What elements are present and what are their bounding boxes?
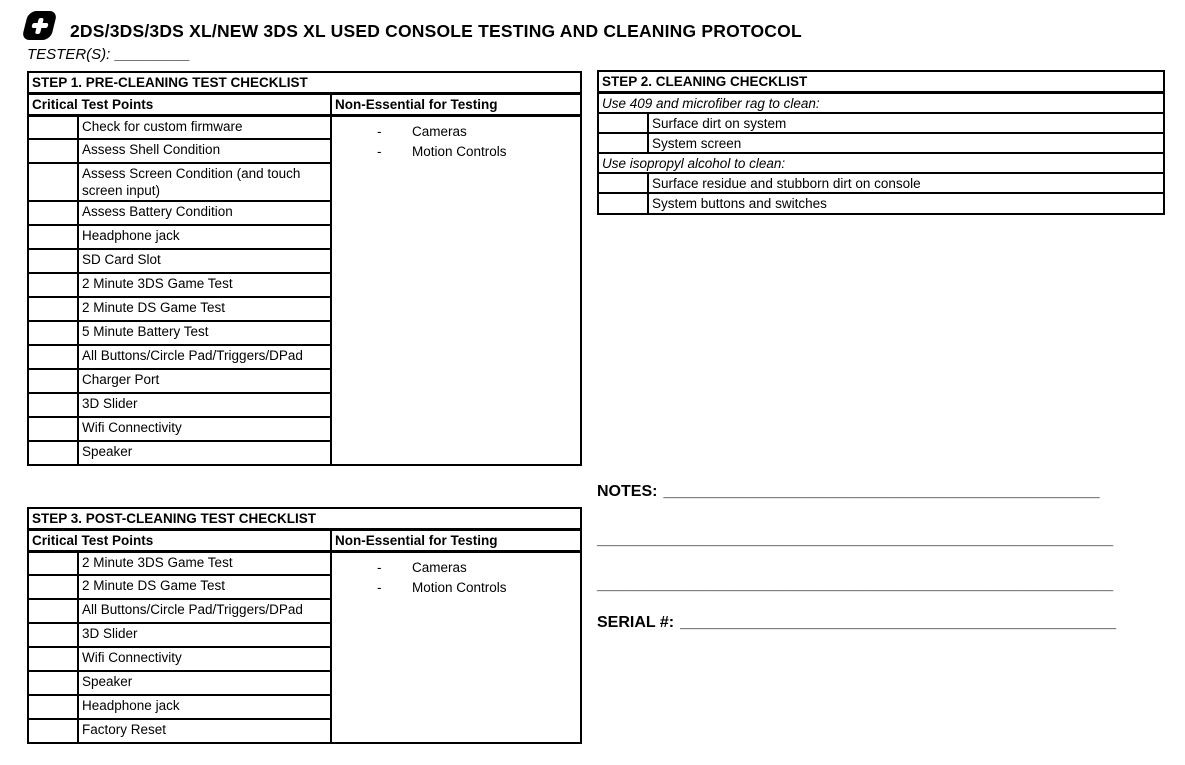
checkbox-cell[interactable] xyxy=(28,719,78,743)
checkbox-cell[interactable] xyxy=(28,599,78,623)
step1-title: STEP 1. PRE-CLEANING TEST CHECKLIST xyxy=(28,72,581,93)
checkbox-cell[interactable] xyxy=(598,113,648,133)
notes-label: NOTES: xyxy=(597,483,658,500)
checklist-item: 2 Minute 3DS Game Test xyxy=(78,273,331,297)
checkbox-cell[interactable] xyxy=(28,393,78,417)
table-row xyxy=(598,173,1164,193)
notes-blank-3[interactable]: __________________________________________________________ xyxy=(597,576,1114,593)
step2-section2-label: Use isopropyl alcohol to clean: xyxy=(598,153,1164,173)
checkbox-cell[interactable] xyxy=(28,249,78,273)
checkbox-cell[interactable] xyxy=(598,133,648,153)
checkbox-cell[interactable] xyxy=(28,551,78,575)
notes-blank-2[interactable]: __________________________________________________________ xyxy=(597,531,1114,548)
checklist-item: 3D Slider xyxy=(78,623,331,647)
checklist-item: Surface residue and stubborn dirt on console xyxy=(648,173,1164,193)
checklist-item: All Buttons/Circle Pad/Triggers/DPad xyxy=(78,345,331,369)
bullet-dash: - xyxy=(377,579,382,595)
step3-table xyxy=(27,507,582,744)
non-essential-label: Motion Controls xyxy=(412,579,507,595)
checkbox-cell[interactable] xyxy=(28,163,78,201)
notes-blank-1[interactable]: _________________________________________________ xyxy=(663,483,1100,500)
checkbox-cell[interactable] xyxy=(28,297,78,321)
step1-col-non-essential: Non-Essential for Testing xyxy=(331,93,581,115)
checkbox-cell[interactable] xyxy=(28,671,78,695)
list-item xyxy=(332,122,580,142)
checklist-item: Headphone jack xyxy=(78,695,331,719)
checklist-item: Charger Port xyxy=(78,369,331,393)
checklist-item: 3D Slider xyxy=(78,393,331,417)
checklist-item: Wifi Connectivity xyxy=(78,647,331,671)
step1-col-critical: Critical Test Points xyxy=(28,93,331,115)
step2-table xyxy=(597,70,1165,215)
checklist-item: Headphone jack xyxy=(78,225,331,249)
checkbox-cell[interactable] xyxy=(28,417,78,441)
list-item xyxy=(332,558,580,578)
checkbox-cell[interactable] xyxy=(28,201,78,225)
checklist-item: Wifi Connectivity xyxy=(78,417,331,441)
checklist-item: Speaker xyxy=(78,441,331,465)
step3-title: STEP 3. POST-CLEANING TEST CHECKLIST xyxy=(28,508,581,529)
list-item xyxy=(332,578,580,598)
step3-col-non-essential: Non-Essential for Testing xyxy=(331,529,581,551)
table-row xyxy=(28,551,581,575)
bullet-dash: - xyxy=(377,123,382,139)
tester-label: TESTER(S): xyxy=(27,46,111,63)
step3-non-essential-cell xyxy=(331,551,581,743)
checklist-item: Speaker xyxy=(78,671,331,695)
checklist-item: SD Card Slot xyxy=(78,249,331,273)
checklist-item: Check for custom firmware xyxy=(78,115,331,139)
non-essential-label: Motion Controls xyxy=(412,143,507,159)
checkbox-cell[interactable] xyxy=(28,345,78,369)
checkbox-cell[interactable] xyxy=(28,441,78,465)
step3-col-critical: Critical Test Points xyxy=(28,529,331,551)
checkbox-cell[interactable] xyxy=(28,695,78,719)
checklist-item: Factory Reset xyxy=(78,719,331,743)
checklist-item: 5 Minute Battery Test xyxy=(78,321,331,345)
step2-section1-label: Use 409 and microfiber rag to clean: xyxy=(598,92,1164,113)
document-title: 2DS/3DS/3DS XL/NEW 3DS XL USED CONSOLE TESTING AND CLEANING PROTOCOL xyxy=(70,21,802,41)
checklist-item: System screen xyxy=(648,133,1164,153)
step1-table xyxy=(27,71,582,466)
checkbox-cell[interactable] xyxy=(28,139,78,163)
checkbox-cell[interactable] xyxy=(28,575,78,599)
checkbox-cell[interactable] xyxy=(28,647,78,671)
tester-blank[interactable]: _________ xyxy=(115,46,191,63)
checkbox-cell[interactable] xyxy=(28,115,78,139)
checkbox-cell[interactable] xyxy=(28,623,78,647)
non-essential-label: Cameras xyxy=(412,123,467,139)
checklist-item: All Buttons/Circle Pad/Triggers/DPad xyxy=(78,599,331,623)
checklist-item: 2 Minute DS Game Test xyxy=(78,297,331,321)
checklist-item: System buttons and switches xyxy=(648,193,1164,214)
checklist-item: 2 Minute 3DS Game Test xyxy=(78,551,331,575)
table-row xyxy=(598,113,1164,133)
table-row xyxy=(598,193,1164,214)
checklist-item: Assess Shell Condition xyxy=(78,139,331,163)
step1-non-essential-cell xyxy=(331,115,581,465)
serial-blank[interactable]: _________________________________________________ xyxy=(680,614,1117,631)
checkbox-cell[interactable] xyxy=(28,273,78,297)
checklist-item: Assess Screen Condition (and touch screen input) xyxy=(78,163,331,201)
tester-line xyxy=(27,46,190,63)
bullet-dash: - xyxy=(377,559,382,575)
checklist-item: Assess Battery Condition xyxy=(78,201,331,225)
plus-badge-icon xyxy=(21,11,57,40)
checkbox-cell[interactable] xyxy=(598,173,648,193)
list-item xyxy=(332,142,580,162)
table-row xyxy=(28,115,581,139)
step2-title: STEP 2. CLEANING CHECKLIST xyxy=(598,71,1164,92)
checkbox-cell[interactable] xyxy=(28,225,78,249)
checklist-item: 2 Minute DS Game Test xyxy=(78,575,331,599)
checkbox-cell[interactable] xyxy=(28,369,78,393)
bullet-dash: - xyxy=(377,143,382,159)
serial-label: SERIAL #: xyxy=(597,614,675,631)
notes-line xyxy=(597,483,1099,501)
checkbox-cell[interactable] xyxy=(28,321,78,345)
checklist-item: Surface dirt on system xyxy=(648,113,1164,133)
serial-line xyxy=(597,614,1116,632)
table-row xyxy=(598,133,1164,153)
non-essential-label: Cameras xyxy=(412,559,467,575)
checkbox-cell[interactable] xyxy=(598,193,648,214)
